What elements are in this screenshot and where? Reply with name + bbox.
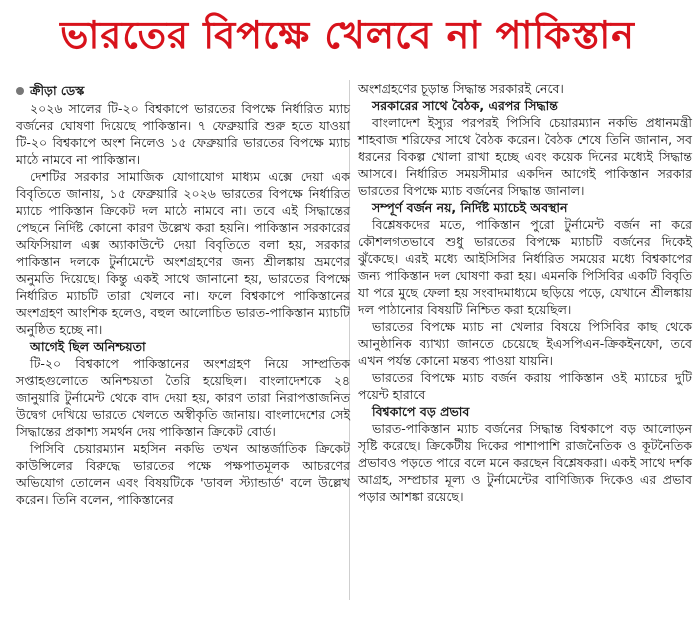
paragraph: অংশগ্রহণের চূড়ান্ত সিদ্ধান্ত সরকারই নেবে। <box>358 81 564 96</box>
byline <box>16 82 350 99</box>
paragraph: বাংলাদেশ ইস্যুর পরপরই পিসিবি চেয়ারম্যান নকভি প্রধানমন্ত্রী শাহবাজ শরিফের সাথে বৈঠক করেন। বৈঠক শেষে তিনি জানান, সব ধরনের বিকল্প খোলা রাখা হচ্ছে এবং কয়েক দিনের মধ্যেই সিদ্ধান্ত আসবে। নির্ধারিত সময়সীমার একদিন আগেই পাকিস্তান সরকার ভারতের বিপক্ষে ম্যাচ বর্জনের সিদ্ধান্ত জানাল। <box>358 115 692 198</box>
paragraph: ভারতের বিপক্ষে ম্যাচ বর্জন করায় পাকিস্তান ওই ম্যাচের দুটি পয়েন্ট হারাবে <box>358 370 692 402</box>
subheading: সরকারের সাথে বৈঠক, এরপর সিদ্ধান্ত <box>372 98 558 113</box>
paragraph: পিসিবি চেয়ারম্যান মহসিন নকভি তখন আন্তর্জাতিক ক্রিকেট কাউন্সিলের বিরুদ্ধে ভারতের পক্ষে পক্ষপাতমূলক আচরণের অভিযোগ তোলেন এবং বিষয়টিকে 'ডাবল স্ট্যান্ডার্ড' বলে উল্লেখ করেন। তিনি বলেন, পাকিস্তানের <box>16 441 350 507</box>
bullet-icon <box>16 87 24 95</box>
paragraph: ভারত-পাকিস্তান ম্যাচ বর্জনের সিদ্ধান্ত বিশ্বকাপে বড় আলোড়ন সৃষ্টি করেছে। ক্রিকেটীয় দিকের পাশাপাশি রাজনৈতিক ও কূটনৈতিক প্রভাবও পড়তে পারে বলে মনে করছেন বিশ্লেষকরা। একই সাথে দর্শক আগ্রহ, সম্প্রচার মূল্য ও টুর্নামেন্টের বাণিজ্যিক দিকেও এর প্রভাব পড়ার আশঙ্কা রয়েছে। <box>358 421 692 504</box>
article-left-column <box>16 82 350 508</box>
subheading: বিশ্বকাপে বড় প্রভাব <box>372 404 470 419</box>
subheading: সম্পূর্ণ বর্জন নয়, নির্দিষ্ট ম্যাচেই অবস্থান <box>372 200 568 215</box>
paragraph: ভারতের বিপক্ষে ম্যাচ না খেলার বিষয়ে পিসিবির কাছ থেকে আনুষ্ঠানিক ব্যাখ্যা জানতে চেয়েছে ইএসপিএন-ক্রিকইনফো, তবে এখন পর্যন্ত কোনো মন্তব্য পাওয়া যায়নি। <box>358 319 692 368</box>
desk-label: ক্রীড়া ডেস্ক <box>30 83 85 98</box>
article-right-column <box>358 80 692 505</box>
paragraph: টি-২০ বিশ্বকাপে পাকিস্তানের অংশগ্রহণ নিয়ে সাম্প্রতিক সপ্তাহগুলোতে অনিশ্চয়তা তৈরি হয়েছিল। বাংলাদেশকে ২৪ জানুয়ারি টুর্নামেন্ট থেকে বাদ দেয়া হয়, কারণ তারা নিরাপত্তাজনিত উদ্বেগ দেখিয়ে ভারতে খেলতে অস্বীকৃতি জানায়। বাংলাদেশের সেই সিদ্ধান্তের প্রকাশ্য সমর্থন দেয় পাকিস্তান ক্রিকেট বোর্ড। <box>16 356 350 439</box>
subheading: আগেই ছিল অনিশ্চয়তা <box>30 339 146 354</box>
paragraph: বিশ্লেষকদের মতে, পাকিস্তান পুরো টুর্নামেন্ট বর্জন না করে কৌশলগতভাবে শুধু ভারতের বিপক্ষে ম্যাচটি বর্জনের দিকেই ঝুঁকেছে। এরই মধ্যে আইসিসির নির্ধারিত সময়ের মধ্যে বিশ্বকাপের জন্য পাকিস্তান দল ঘোষণা করা হয়। এমনকি পিসিবির একটি বিবৃতি যা পরে মুছে ফেলা হয় সংবাদমাধ্যমে ছড়িয়ে পড়ে, যেখানে শ্রীলঙ্কায় দল পাঠানোর বিষয়টি নিশ্চিত করা হয়েছিল। <box>358 217 692 317</box>
headline: ভারতের বিপক্ষে খেলবে না পাকিস্তান <box>60 13 635 57</box>
paragraph: দেশটির সরকার সামাজিক যোগাযোগ মাধ্যম এক্সে দেয়া এক বিবৃতিতে জানায়, ১৫ ফেব্রুয়ারি ২০২৬ ভারতের বিপক্ষে নির্ধারিত ম্যাচে পাকিস্তান ক্রিকেট দল মাঠে নামবে না। তবে এই সিদ্ধান্তের পেছনে নির্দিষ্ট কোনো কারণ উল্লেখ করা হয়নি। পাকিস্তান সরকারের অফিসিয়াল এক্স অ্যাকাউন্টে দেয়া বিবৃতিতে বলা হয়, সরকার পাকিস্তান দলকে টুর্নামেন্টে অংশগ্রহণের জন্য শ্রীলঙ্কায় ভ্রমণের অনুমতি দিয়েছে। কিন্তু একই সাথে জানানো হয়, ভারতের বিপক্ষে নির্ধারিত ম্যাচটি তারা খেলবে না। ফলে বিশ্বকাপে পাকিস্তানের অংশগ্রহণ আংশিক হলেও, বহুল আলোচিত ভারত-পাকিস্তান ম্যাচটি অনুষ্ঠিত হচ্ছে না। <box>16 169 350 337</box>
paragraph: ২০২৬ সালের টি-২০ বিশ্বকাপে ভারতের বিপক্ষে নির্ধারিত ম্যাচ বর্জনের ঘোষণা দিয়েছে পাকিস্তান। ৭ ফেব্রুয়ারি শুরু হতে যাওয়া টি-২০ বিশ্বকাপে অংশ নিলেও ১৫ ফেব্রুয়ারি ভারতের বিপক্ষে ম্যাচ মাঠে নামবে না পাকিস্তান। <box>16 101 350 167</box>
